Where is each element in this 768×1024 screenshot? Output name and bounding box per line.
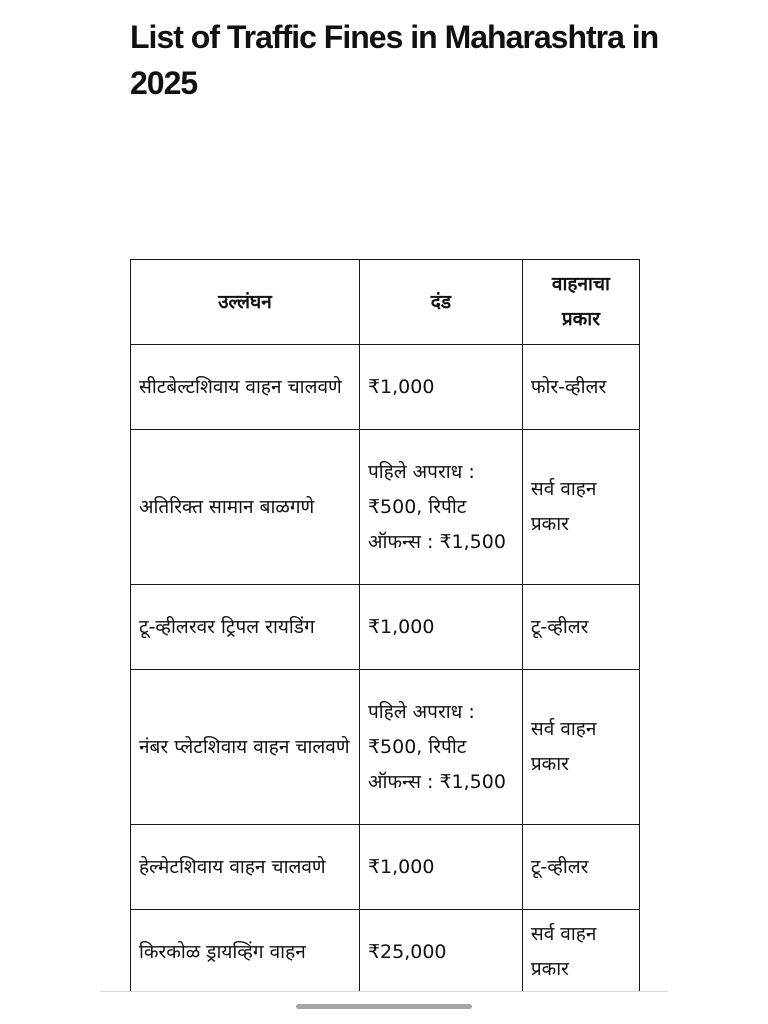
header-violation: उल्लंघन [131, 260, 360, 345]
cell-vehicle-type: सर्व वाहन प्रकार [522, 670, 639, 825]
cell-violation: नंबर प्लेटशिवाय वाहन चालवणे [131, 670, 360, 825]
cell-violation: हेल्मेटशिवाय वाहन चालवणे [131, 825, 360, 910]
cell-violation: अतिरिक्त सामान बाळगणे [131, 430, 360, 585]
cell-vehicle-type: सर्व वाहन प्रकार [522, 910, 639, 993]
header-fine: दंड [359, 260, 522, 345]
cell-fine: ₹1,000 [359, 585, 522, 670]
cell-violation: टू-व्हीलरवर ट्रिपल रायडिंग [131, 585, 360, 670]
bottom-divider [100, 991, 668, 992]
cell-vehicle-type: सर्व वाहन प्रकार [522, 430, 639, 585]
header-vehicle-type: वाहनाचा प्रकार [522, 260, 639, 345]
table-header-row [131, 260, 640, 345]
table-row [131, 430, 640, 585]
table-row [131, 670, 640, 825]
cell-fine: ₹25,000 [359, 910, 522, 993]
home-indicator[interactable] [296, 1004, 472, 1009]
table-row [131, 345, 640, 430]
cell-vehicle-type: टू-व्हीलर [522, 825, 639, 910]
cell-fine: पहिले अपराध : ₹500, रिपीट ऑफन्स : ₹1,500 [359, 430, 522, 585]
cell-fine: पहिले अपराध : ₹500, रिपीट ऑफन्स : ₹1,500 [359, 670, 522, 825]
cell-violation: सीटबेल्टशिवाय वाहन चालवणे [131, 345, 360, 430]
cell-violation: किरकोळ ड्रायव्हिंग वाहन [131, 910, 360, 993]
table-row [131, 825, 640, 910]
fines-table [130, 259, 640, 992]
cell-vehicle-type: टू-व्हीलर [522, 585, 639, 670]
table-row [131, 910, 640, 993]
table-row [131, 585, 640, 670]
page-title: List of Traffic Fines in Maharashtra in 2025 [130, 19, 659, 101]
fines-table-container[interactable] [130, 259, 641, 992]
cell-fine: ₹1,000 [359, 345, 522, 430]
cell-fine: ₹1,000 [359, 825, 522, 910]
cell-vehicle-type: फोर-व्हीलर [522, 345, 639, 430]
